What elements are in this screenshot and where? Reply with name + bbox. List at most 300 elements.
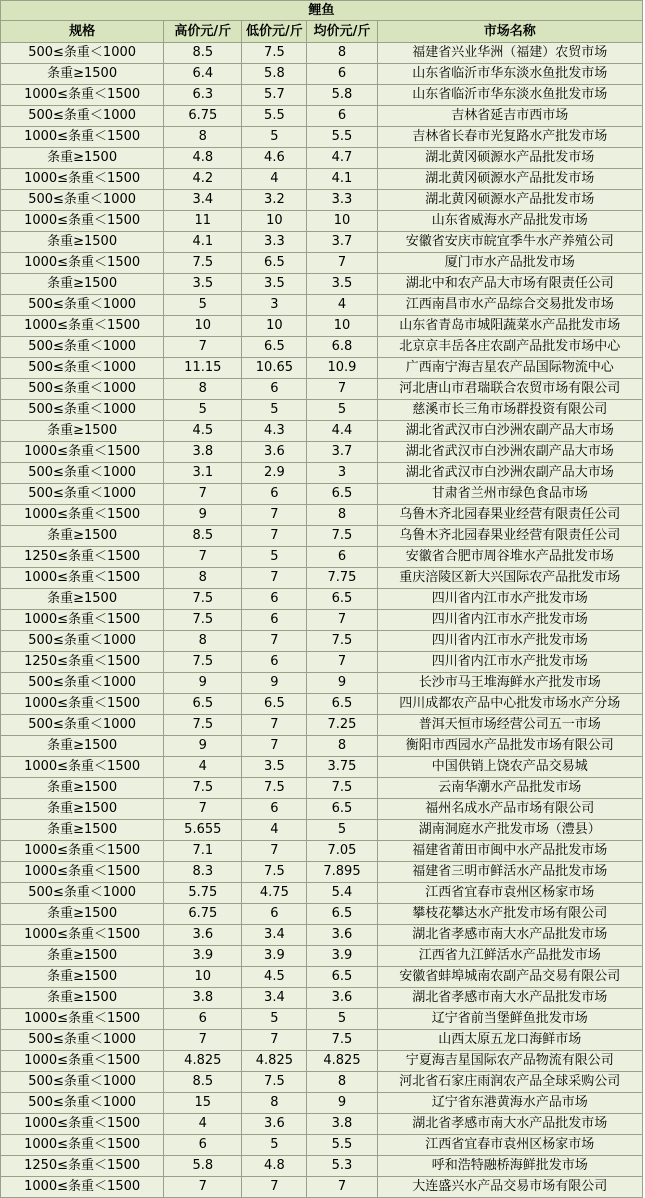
table-row: [1, 904, 643, 925]
cell-market-name: 山东省临沂市华东淡水鱼批发市场: [377, 85, 642, 106]
cell-avg-price: 3.6: [307, 925, 377, 946]
table-row: [1, 526, 643, 547]
table-row: [1, 547, 643, 568]
cell-market-name: 衡阳市西园水产品批发市场有限公司: [377, 736, 642, 757]
cell-low-price: 10: [242, 211, 307, 232]
cell-low-price: 7: [242, 1030, 307, 1051]
cell-market-name: 安徽省蚌埠城南农副产品交易有限公司: [377, 967, 642, 988]
table-row: [1, 967, 643, 988]
cell-avg-price: 5.8: [307, 85, 377, 106]
cell-avg-price: 9: [307, 1093, 377, 1114]
cell-spec: 1000≤条重＜1500: [1, 694, 164, 715]
cell-market-name: 宁夏海吉星国际农产品物流有限公司: [377, 1051, 642, 1072]
cell-high-price: 8.5: [164, 43, 242, 64]
cell-market-name: 山东省威海水产品批发市场: [377, 211, 642, 232]
cell-low-price: 6: [242, 799, 307, 820]
table-row: [1, 1093, 643, 1114]
cell-avg-price: 3.7: [307, 232, 377, 253]
cell-spec: 1250≤条重＜1500: [1, 547, 164, 568]
cell-spec: 500≤条重＜1000: [1, 400, 164, 421]
cell-avg-price: 4: [307, 295, 377, 316]
cell-market-name: 河北省石家庄雨润农产品全球采购公司: [377, 1072, 642, 1093]
cell-high-price: 5: [164, 400, 242, 421]
cell-high-price: 11: [164, 211, 242, 232]
cell-spec: 500≤条重＜1000: [1, 295, 164, 316]
cell-spec: 条重≥1500: [1, 736, 164, 757]
table-row: [1, 274, 643, 295]
table-row: [1, 883, 643, 904]
cell-high-price: 8: [164, 568, 242, 589]
cell-spec: 1000≤条重＜1500: [1, 1051, 164, 1072]
cell-high-price: 3.1: [164, 463, 242, 484]
table-row: [1, 799, 643, 820]
cell-low-price: 4.3: [242, 421, 307, 442]
table-row: [1, 568, 643, 589]
cell-market-name: 江西省宜春市袁州区杨家市场: [377, 883, 642, 904]
table-row: [1, 358, 643, 379]
cell-avg-price: 8: [307, 1072, 377, 1093]
cell-low-price: 4: [242, 169, 307, 190]
cell-low-price: 6: [242, 484, 307, 505]
table-row: [1, 1072, 643, 1093]
cell-high-price: 3.8: [164, 988, 242, 1009]
cell-avg-price: 5.5: [307, 127, 377, 148]
cell-spec: 1000≤条重＜1500: [1, 505, 164, 526]
cell-avg-price: 4.4: [307, 421, 377, 442]
cell-market-name: 大连盛兴水产品交易市场有限公司: [377, 1177, 642, 1198]
cell-low-price: 7: [242, 568, 307, 589]
cell-spec: 条重≥1500: [1, 589, 164, 610]
cell-low-price: 3.5: [242, 757, 307, 778]
cell-high-price: 7: [164, 484, 242, 505]
cell-market-name: 福建省兴业华洲（福建）农贸市场: [377, 43, 642, 64]
cell-avg-price: 6.5: [307, 967, 377, 988]
cell-spec: 条重≥1500: [1, 421, 164, 442]
cell-low-price: 7: [242, 736, 307, 757]
cell-high-price: 11.15: [164, 358, 242, 379]
cell-low-price: 7.5: [242, 778, 307, 799]
cell-spec: 1000≤条重＜1500: [1, 568, 164, 589]
cell-avg-price: 7.5: [307, 1030, 377, 1051]
table-row: [1, 715, 643, 736]
table-row: [1, 757, 643, 778]
cell-spec: 500≤条重＜1000: [1, 463, 164, 484]
cell-market-name: 吉林省延吉市西市场: [377, 106, 642, 127]
cell-avg-price: 10.9: [307, 358, 377, 379]
cell-market-name: 河北唐山市君瑞联合农贸市场有限公司: [377, 379, 642, 400]
cell-spec: 1000≤条重＜1500: [1, 1177, 164, 1198]
cell-market-name: 湖南洞庭水产批发市场（澧县）: [377, 820, 642, 841]
cell-spec: 1000≤条重＜1500: [1, 316, 164, 337]
cell-avg-price: 7.75: [307, 568, 377, 589]
cell-market-name: 乌鲁木齐北园春果业经营有限责任公司: [377, 526, 642, 547]
cell-avg-price: 3.8: [307, 1114, 377, 1135]
table-row: [1, 589, 643, 610]
cell-low-price: 4.6: [242, 148, 307, 169]
cell-avg-price: 8: [307, 505, 377, 526]
table-row: [1, 1051, 643, 1072]
cell-spec: 1000≤条重＜1500: [1, 127, 164, 148]
cell-spec: 条重≥1500: [1, 64, 164, 85]
cell-market-name: 湖北黄冈硕源水产品批发市场: [377, 148, 642, 169]
cell-spec: 1000≤条重＜1500: [1, 169, 164, 190]
cell-high-price: 7: [164, 547, 242, 568]
cell-high-price: 9: [164, 673, 242, 694]
cell-high-price: 3.9: [164, 946, 242, 967]
cell-avg-price: 3: [307, 463, 377, 484]
cell-spec: 1000≤条重＜1500: [1, 841, 164, 862]
cell-low-price: 7: [242, 526, 307, 547]
cell-avg-price: 7: [307, 610, 377, 631]
cell-spec: 500≤条重＜1000: [1, 1030, 164, 1051]
cell-low-price: 5: [242, 127, 307, 148]
cell-avg-price: 3.5: [307, 274, 377, 295]
table-row: [1, 190, 643, 211]
cell-market-name: 四川省内江市水产批发市场: [377, 589, 642, 610]
cell-spec: 500≤条重＜1000: [1, 106, 164, 127]
table-row: [1, 421, 643, 442]
cell-high-price: 7.5: [164, 652, 242, 673]
cell-high-price: 8.3: [164, 862, 242, 883]
cell-avg-price: 6.5: [307, 799, 377, 820]
cell-market-name: 安徽省安庆市皖宜季牛水产养殖公司: [377, 232, 642, 253]
cell-low-price: 3: [242, 295, 307, 316]
cell-low-price: 4.75: [242, 883, 307, 904]
table-row: [1, 379, 643, 400]
cell-high-price: 7.1: [164, 841, 242, 862]
cell-spec: 条重≥1500: [1, 820, 164, 841]
cell-market-name: 湖北省武汉市白沙洲农副产品大市场: [377, 463, 642, 484]
cell-spec: 1000≤条重＜1500: [1, 253, 164, 274]
cell-high-price: 10: [164, 967, 242, 988]
cell-low-price: 3.6: [242, 1114, 307, 1135]
cell-market-name: 攀枝花攀达水产批发市场有限公司: [377, 904, 642, 925]
cell-low-price: 6: [242, 610, 307, 631]
cell-avg-price: 5.3: [307, 1156, 377, 1177]
cell-low-price: 5: [242, 547, 307, 568]
title-row: [1, 1, 643, 21]
table-row: [1, 631, 643, 652]
table-row: [1, 211, 643, 232]
cell-avg-price: 6.8: [307, 337, 377, 358]
cell-low-price: 3.4: [242, 925, 307, 946]
table-title: 鲤鱼: [1, 1, 643, 21]
cell-spec: 1000≤条重＜1500: [1, 757, 164, 778]
cell-high-price: 7.5: [164, 715, 242, 736]
cell-market-name: 普洱天恒市场经营公司五一市场: [377, 715, 642, 736]
cell-market-name: 厦门市水产品批发市场: [377, 253, 642, 274]
cell-market-name: 四川省内江市水产批发市场: [377, 610, 642, 631]
cell-market-name: 湖北省孝感市南大水产品批发市场: [377, 925, 642, 946]
cell-spec: 500≤条重＜1000: [1, 715, 164, 736]
cell-low-price: 7.5: [242, 862, 307, 883]
cell-low-price: 5.8: [242, 64, 307, 85]
cell-spec: 1000≤条重＜1500: [1, 211, 164, 232]
cell-market-name: 安徽省合肥市周谷堆水产品批发市场: [377, 547, 642, 568]
table-row: [1, 1177, 643, 1198]
cell-avg-price: 7: [307, 379, 377, 400]
cell-spec: 条重≥1500: [1, 778, 164, 799]
cell-low-price: 6.5: [242, 694, 307, 715]
cell-spec: 条重≥1500: [1, 148, 164, 169]
header-spec: 规格: [1, 21, 164, 43]
cell-low-price: 5.5: [242, 106, 307, 127]
table-row: [1, 925, 643, 946]
cell-market-name: 长沙市马王堆海鲜水产批发市场: [377, 673, 642, 694]
cell-avg-price: 6: [307, 64, 377, 85]
cell-market-name: 湖北省武汉市白沙洲农副产品大市场: [377, 421, 642, 442]
cell-high-price: 6: [164, 1135, 242, 1156]
cell-avg-price: 7: [307, 253, 377, 274]
header-low-price: 低价元/斤: [242, 21, 307, 43]
cell-high-price: 6.75: [164, 106, 242, 127]
cell-spec: 1250≤条重＜1500: [1, 652, 164, 673]
cell-high-price: 5: [164, 295, 242, 316]
cell-avg-price: 4.7: [307, 148, 377, 169]
cell-spec: 1000≤条重＜1500: [1, 442, 164, 463]
cell-low-price: 3.9: [242, 946, 307, 967]
table-row: [1, 841, 643, 862]
cell-high-price: 7.5: [164, 589, 242, 610]
table-body: [1, 43, 643, 1198]
cell-low-price: 7: [242, 505, 307, 526]
cell-market-name: 辽宁省东港黄海水产品市场: [377, 1093, 642, 1114]
cell-high-price: 4.8: [164, 148, 242, 169]
table-row: [1, 610, 643, 631]
cell-avg-price: 10: [307, 316, 377, 337]
cell-low-price: 6.5: [242, 253, 307, 274]
cell-market-name: 中国供销上饶农产品交易城: [377, 757, 642, 778]
cell-high-price: 8: [164, 631, 242, 652]
cell-avg-price: 7.5: [307, 631, 377, 652]
table-row: [1, 652, 643, 673]
cell-high-price: 7.5: [164, 778, 242, 799]
cell-high-price: 4.5: [164, 421, 242, 442]
cell-spec: 1250≤条重＜1500: [1, 1156, 164, 1177]
cell-high-price: 8: [164, 379, 242, 400]
cell-avg-price: 6.5: [307, 484, 377, 505]
cell-market-name: 辽宁省前当堡鲜鱼批发市场: [377, 1009, 642, 1030]
cell-high-price: 6.75: [164, 904, 242, 925]
cell-high-price: 7: [164, 1177, 242, 1198]
cell-avg-price: 5: [307, 400, 377, 421]
cell-spec: 条重≥1500: [1, 946, 164, 967]
cell-spec: 1000≤条重＜1500: [1, 1114, 164, 1135]
table-row: [1, 1030, 643, 1051]
cell-avg-price: 5: [307, 1009, 377, 1030]
cell-low-price: 6: [242, 652, 307, 673]
cell-market-name: 四川成都农产品中心批发市场水产分场: [377, 694, 642, 715]
cell-high-price: 4.1: [164, 232, 242, 253]
cell-avg-price: 8: [307, 736, 377, 757]
cell-low-price: 7: [242, 841, 307, 862]
cell-market-name: 湖北中和农产品大市场有限责任公司: [377, 274, 642, 295]
cell-high-price: 7: [164, 337, 242, 358]
cell-high-price: 4.825: [164, 1051, 242, 1072]
cell-market-name: 福建省莆田市闽中水产品批发市场: [377, 841, 642, 862]
table-row: [1, 148, 643, 169]
table-row: [1, 400, 643, 421]
table-row: [1, 127, 643, 148]
cell-avg-price: 7.5: [307, 526, 377, 547]
cell-high-price: 3.6: [164, 925, 242, 946]
cell-high-price: 4: [164, 1114, 242, 1135]
cell-spec: 500≤条重＜1000: [1, 358, 164, 379]
cell-avg-price: 10: [307, 211, 377, 232]
cell-market-name: 云南华潮水产品批发市场: [377, 778, 642, 799]
cell-low-price: 5: [242, 400, 307, 421]
cell-market-name: 甘肃省兰州市绿色食品市场: [377, 484, 642, 505]
header-market-name: 市场名称: [377, 21, 642, 43]
cell-high-price: 8.5: [164, 526, 242, 547]
table-row: [1, 337, 643, 358]
cell-low-price: 3.5: [242, 274, 307, 295]
cell-market-name: 山东省青岛市城阳蔬菜水产品批发市场: [377, 316, 642, 337]
cell-market-name: 江西南昌市水产品综合交易批发市场: [377, 295, 642, 316]
cell-spec: 条重≥1500: [1, 988, 164, 1009]
table-row: [1, 820, 643, 841]
cell-avg-price: 6: [307, 547, 377, 568]
cell-high-price: 9: [164, 736, 242, 757]
table-row: [1, 43, 643, 64]
cell-high-price: 7: [164, 799, 242, 820]
cell-low-price: 6: [242, 904, 307, 925]
table-row: [1, 463, 643, 484]
cell-avg-price: 3.6: [307, 988, 377, 1009]
cell-high-price: 5.8: [164, 1156, 242, 1177]
cell-market-name: 重庆涪陵区新大兴国际农产品批发市场: [377, 568, 642, 589]
cell-spec: 1000≤条重＜1500: [1, 1009, 164, 1030]
cell-avg-price: 9: [307, 673, 377, 694]
cell-avg-price: 5.5: [307, 1135, 377, 1156]
cell-low-price: 5: [242, 1009, 307, 1030]
cell-high-price: 7: [164, 1030, 242, 1051]
cell-avg-price: 4.825: [307, 1051, 377, 1072]
cell-high-price: 6.4: [164, 64, 242, 85]
cell-spec: 1000≤条重＜1500: [1, 925, 164, 946]
cell-low-price: 3.4: [242, 988, 307, 1009]
cell-low-price: 7: [242, 1177, 307, 1198]
table-row: [1, 64, 643, 85]
table-row: [1, 295, 643, 316]
cell-market-name: 四川省内江市水产批发市场: [377, 631, 642, 652]
header-row: [1, 21, 643, 43]
cell-low-price: 6.5: [242, 337, 307, 358]
cell-market-name: 江西省宜春市袁州区杨家市场: [377, 1135, 642, 1156]
cell-high-price: 7.5: [164, 610, 242, 631]
cell-high-price: 3.8: [164, 442, 242, 463]
table-row: [1, 736, 643, 757]
cell-low-price: 5.7: [242, 85, 307, 106]
cell-low-price: 7: [242, 631, 307, 652]
cell-market-name: 四川省内江市水产批发市场: [377, 652, 642, 673]
cell-low-price: 9: [242, 673, 307, 694]
cell-avg-price: 5: [307, 820, 377, 841]
cell-avg-price: 7.5: [307, 778, 377, 799]
cell-low-price: 7.5: [242, 1072, 307, 1093]
cell-low-price: 2.9: [242, 463, 307, 484]
header-avg-price: 均价元/斤: [307, 21, 377, 43]
cell-high-price: 6: [164, 1009, 242, 1030]
cell-low-price: 10: [242, 316, 307, 337]
cell-high-price: 9: [164, 505, 242, 526]
cell-low-price: 4: [242, 820, 307, 841]
cell-spec: 条重≥1500: [1, 232, 164, 253]
table-row: [1, 484, 643, 505]
cell-spec: 500≤条重＜1000: [1, 883, 164, 904]
cell-high-price: 8.5: [164, 1072, 242, 1093]
cell-spec: 条重≥1500: [1, 526, 164, 547]
table-row: [1, 253, 643, 274]
cell-high-price: 3.4: [164, 190, 242, 211]
cell-spec: 1000≤条重＜1500: [1, 610, 164, 631]
cell-low-price: 7.5: [242, 43, 307, 64]
cell-spec: 500≤条重＜1000: [1, 631, 164, 652]
cell-low-price: 6: [242, 589, 307, 610]
cell-high-price: 4.2: [164, 169, 242, 190]
cell-market-name: 吉林省长春市光复路水产批发市场: [377, 127, 642, 148]
cell-avg-price: 6.5: [307, 904, 377, 925]
table-row: [1, 442, 643, 463]
table-row: [1, 106, 643, 127]
cell-low-price: 4.8: [242, 1156, 307, 1177]
cell-spec: 1000≤条重＜1500: [1, 85, 164, 106]
cell-spec: 条重≥1500: [1, 274, 164, 295]
cell-spec: 条重≥1500: [1, 799, 164, 820]
cell-low-price: 7: [242, 715, 307, 736]
cell-spec: 500≤条重＜1000: [1, 1072, 164, 1093]
cell-high-price: 8: [164, 127, 242, 148]
cell-avg-price: 6.5: [307, 694, 377, 715]
cell-spec: 条重≥1500: [1, 904, 164, 925]
cell-high-price: 5.655: [164, 820, 242, 841]
cell-spec: 500≤条重＜1000: [1, 1093, 164, 1114]
cell-market-name: 湖北省孝感市南大水产品批发市场: [377, 1114, 642, 1135]
cell-high-price: 3.5: [164, 274, 242, 295]
cell-avg-price: 7: [307, 1177, 377, 1198]
table-row: [1, 1114, 643, 1135]
cell-high-price: 15: [164, 1093, 242, 1114]
cell-high-price: 10: [164, 316, 242, 337]
cell-market-name: 福州名成水产品市场有限公司: [377, 799, 642, 820]
cell-market-name: 山西太原五龙口海鲜市场: [377, 1030, 642, 1051]
cell-market-name: 广西南宁海吉星农产品国际物流中心: [377, 358, 642, 379]
cell-low-price: 5: [242, 1135, 307, 1156]
cell-spec: 条重≥1500: [1, 967, 164, 988]
cell-high-price: 6.3: [164, 85, 242, 106]
cell-avg-price: 3.3: [307, 190, 377, 211]
cell-spec: 500≤条重＜1000: [1, 379, 164, 400]
table-row: [1, 778, 643, 799]
table-row: [1, 169, 643, 190]
table-row: [1, 1009, 643, 1030]
cell-low-price: 3.2: [242, 190, 307, 211]
cell-market-name: 湖北黄冈硕源水产品批发市场: [377, 169, 642, 190]
cell-low-price: 6: [242, 379, 307, 400]
cell-low-price: 8: [242, 1093, 307, 1114]
cell-high-price: 7.5: [164, 253, 242, 274]
cell-market-name: 湖北黄冈硕源水产品批发市场: [377, 190, 642, 211]
cell-market-name: 湖北省孝感市南大水产品批发市场: [377, 988, 642, 1009]
cell-high-price: 4: [164, 757, 242, 778]
table-row: [1, 505, 643, 526]
header-high-price: 高价元/斤: [164, 21, 242, 43]
table-row: [1, 673, 643, 694]
table-row: [1, 85, 643, 106]
cell-low-price: 4.825: [242, 1051, 307, 1072]
cell-market-name: 山东省临沂市华东淡水鱼批发市场: [377, 64, 642, 85]
cell-spec: 500≤条重＜1000: [1, 190, 164, 211]
